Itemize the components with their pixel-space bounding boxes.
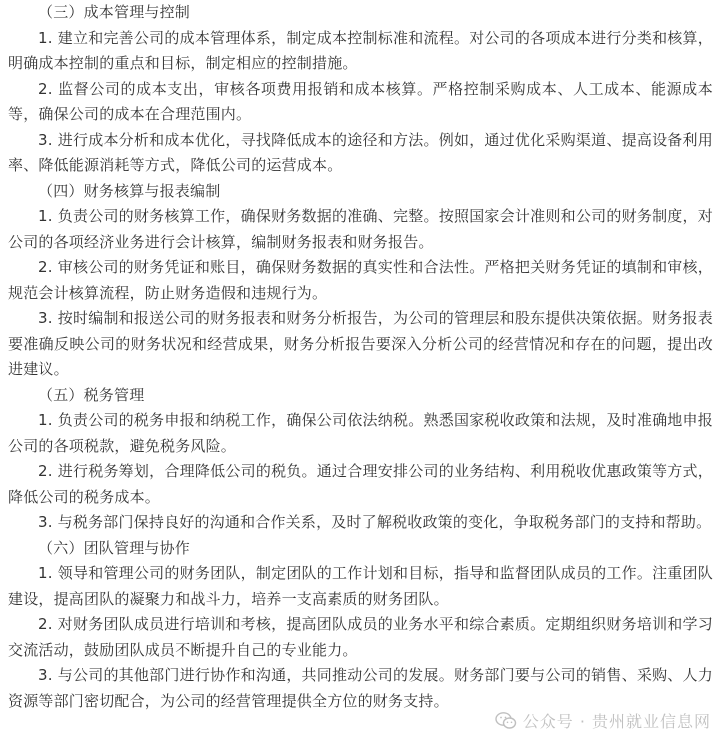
paragraph: 1. 负责公司的财务核算工作，确保财务数据的准确、完整。按照国家会计准则和公司的财务制度，对公司的各项经济业务进行会计核算，编制财务报表和财务报告。 <box>8 207 713 251</box>
section-team-management <box>8 536 713 715</box>
paragraph: 1. 建立和完善公司的成本管理体系，制定成本控制标准和流程。对公司的各项成本进行分类和核算，明确成本控制的重点和目标，制定相应的控制措施。 <box>8 28 713 72</box>
section-cost-management <box>8 0 713 179</box>
section-heading: （五）税务管理 <box>38 385 145 404</box>
paragraph: 3. 与公司的其他部门进行协作和沟通，共同推动公司的发展。财务部门要与公司的销售、采购、人力资源等部门密切配合，为公司的经营管理提供全方位的财务支持。 <box>8 666 713 710</box>
paragraph: 3. 与税务部门保持良好的沟通和合作关系，及时了解税收政策的变化，争取税务部门的支持和帮助。 <box>38 513 712 531</box>
section-heading: （三）成本管理与控制 <box>38 3 191 21</box>
paragraph: 2. 进行税务筹划，合理降低公司的税负。通过合理安排公司的业务结构、利用税收优惠政策等方式，降低公司的税务成本。 <box>8 462 713 506</box>
watermark <box>495 709 711 732</box>
paragraph: 2. 审核公司的财务凭证和账目，确保财务数据的真实性和合法性。严格把关财务凭证的填制和审核，规范会计核算流程，防止财务造假和违规行为。 <box>8 258 713 302</box>
section-accounting-reporting <box>8 179 713 383</box>
section-tax-management <box>8 383 713 536</box>
paragraph: 1. 领导和管理公司的财务团队，制定团队的工作计划和目标，指导和监督团队成员的工作。注重团队建设，提高团队的凝聚力和战斗力，培养一支高素质的财务团队。 <box>8 564 713 608</box>
paragraph: 2. 监督公司的成本支出，审核各项费用报销和成本核算。严格控制采购成本、人工成本、能源成本等，确保公司的成本在合理范围内。 <box>8 79 713 123</box>
paragraph: 1. 负责公司的税务申报和纳税工作，确保公司依法纳税。熟悉国家税收政策和法规，及时准确地申报公司的各项税款，避免税务风险。 <box>8 411 713 455</box>
paragraph: 3. 进行成本分析和成本优化，寻找降低成本的途径和方法。例如，通过优化采购渠道、提高设备利用率、降低能源消耗等方式，降低公司的运营成本。 <box>8 130 713 174</box>
paragraph: 3. 按时编制和报送公司的财务报表和财务分析报告，为公司的管理层和股东提供决策依据。财务报表要准确反映公司的财务状况和经营成果，财务分析报告要深入分析公司的经营情况和存在的问题，提出改进建议。 <box>8 309 713 378</box>
watermark-text: 公众号 · 贵州就业信息网 <box>522 712 711 731</box>
paragraph: 2. 对财务团队成员进行培训和考核，提高团队成员的业务水平和综合素质。定期组织财务培训和学习交流活动，鼓励团队成员不断提升自己的专业能力。 <box>8 615 713 659</box>
section-heading: （六）团队管理与协作 <box>38 538 191 557</box>
section-heading: （四）财务核算与报表编制 <box>38 181 221 200</box>
wechat-icon <box>495 711 517 731</box>
